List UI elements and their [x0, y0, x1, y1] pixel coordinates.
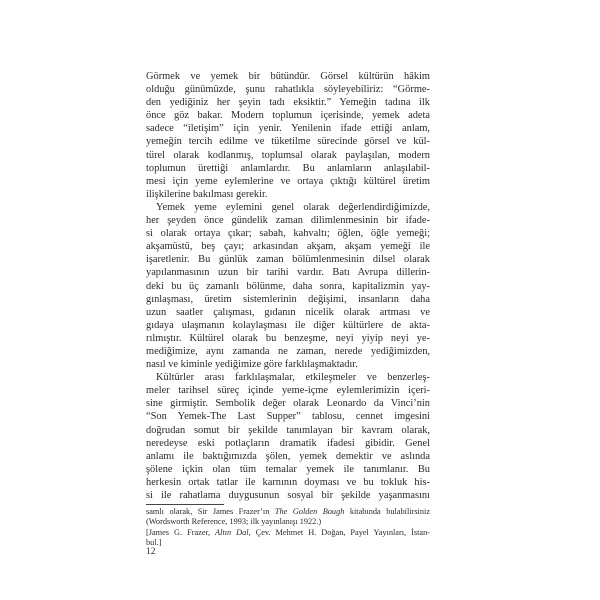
page-number: 12: [146, 547, 156, 557]
body-line: olduğu günümüzde, şunu rahatlıkla söyleyebiliriz: “Görme-: [146, 84, 430, 96]
footnote-book-title: The Golden Bough: [274, 507, 345, 516]
footnote-text: samlı olarak, Sir James Frazer’ın: [146, 507, 275, 516]
body-line: mesi için yeme eylemlerine ve ortaya çıktığı kültürel üretim: [146, 175, 430, 187]
body-line: önce göz bakar. Modern toplumun içerisinde, yemek adeta: [146, 110, 430, 122]
body-line: Yemek yeme eylemini genel olarak değerlendirdiğimizde,: [156, 201, 430, 213]
footnote-line: [146, 507, 430, 517]
body-line: akşamüstü, beş çayı; arkasından akşam, akşam yemeği ile: [146, 241, 430, 253]
body-line: türel olarak kodlanmış, toplumsal olarak paylaşılan, modern: [146, 149, 430, 161]
footnote-rule: [146, 504, 224, 505]
footnote-line: bul.]: [146, 538, 162, 548]
body-line: deki bu üç zamanlı bölünme, daha sonra, kapitalizmin yay-: [146, 280, 430, 292]
footnote-text: , Çev. Mehmet H. Doğan, Payel Yayınları, İstan-: [248, 527, 431, 537]
body-line: Kültürler arası farklılaşmalar, etkileşmeler ve benzerleş-: [156, 372, 430, 384]
body-line: gınlaşması, üretim sistemlerinin değişimi, insanların daha: [146, 293, 430, 305]
body-line: yapılanmasının uzun bir tarihi vardır. Batı Avrupa dillerin-: [146, 267, 430, 279]
body-line: “Son Yemek-The Last Supper” tablosu, cennet imgesini: [146, 411, 430, 423]
body-line: toplumun ürettiği anlamlardır. Bu anlamların anlaşılabil-: [146, 162, 430, 174]
body-line: neredeyse eski potlaçların dramatik ifadesi gibidir. Genel: [146, 437, 430, 449]
body-line: mediğimize, aynı zamanda ne zaman, nerede yediğimizden,: [146, 345, 430, 357]
body-line: meler tarihsel süreç içinde yeme-içme eylemlerimizin içeri-: [146, 385, 430, 397]
body-line: gıdaya ulaşmanın kolaylaşması ile diğer kültürlere de akta-: [146, 319, 430, 331]
body-line: si olarak ortaya çıkar; sabah, kahvaltı; öğlen, öğle yemeği;: [146, 228, 430, 240]
body-line: sine girmiştir. Sembolik değer olarak Leonardo da Vinci’nin: [146, 398, 430, 410]
body-line: yemeğin tercih edilme ve tüketilme sürecinde görsel ve kül-: [146, 136, 430, 148]
body-line: anlamı ile baktığımızda şölen, yemek demektir ve aslında: [146, 450, 430, 462]
footnote-text: kitabında bulabilirsiniz: [344, 507, 430, 516]
body-line: doğrudan somut bir şekilde tanımlayan bir kavram olarak,: [146, 424, 430, 436]
body-line: herkesin ortak tatlar ile karnının doyması ve bu tokluk his-: [146, 476, 430, 488]
footnote-line: [146, 528, 430, 538]
footnote-book-title: Altın Dal: [215, 527, 249, 537]
body-line: işaretlenir. Bu günlük zaman bölümlenmesinin dilsel olarak: [146, 254, 430, 266]
body-line: sadece “iletişim” için yenir. Yenilenin ifade ettiği anlam,: [146, 123, 430, 135]
body-line: her şeyden önce gündelik zaman dilimlenmesinin bir ifade-: [146, 215, 430, 227]
body-line: Görmek ve yemek bir bütündür. Görsel kültürün hâkim: [146, 71, 430, 82]
body-line: uzun saatler çalışması, gıdanın nicelik olarak artması ve: [146, 306, 430, 318]
footnote-text: [James G. Frazer,: [146, 527, 216, 537]
body-line: si ile rahatlama duygusunun sosyal bir şekilde yaşanmasını: [146, 490, 430, 501]
body-line: ilişkilerine bakılması gerekir.: [146, 188, 268, 200]
body-line: şölene içkin olan tüm temalar yemek ile tanımlanır. Bu: [146, 463, 430, 475]
footnote-line: (Wordsworth Reference, 1993; ilk yayınlanışı 1922.): [146, 517, 322, 527]
body-line: nasıl ve kiminle yediğimize göre farklılaşmaktadır.: [146, 359, 358, 371]
body-text: [146, 70, 430, 502]
footnote: [146, 507, 430, 549]
body-line: rılmıştır. Kültürel olarak bu benzeşme, neyi yiyip neyi ye-: [146, 332, 430, 344]
body-line: den yediğiniz her şeyin tadı eksiktir.” Yemeğin tadına ilk: [146, 97, 430, 109]
